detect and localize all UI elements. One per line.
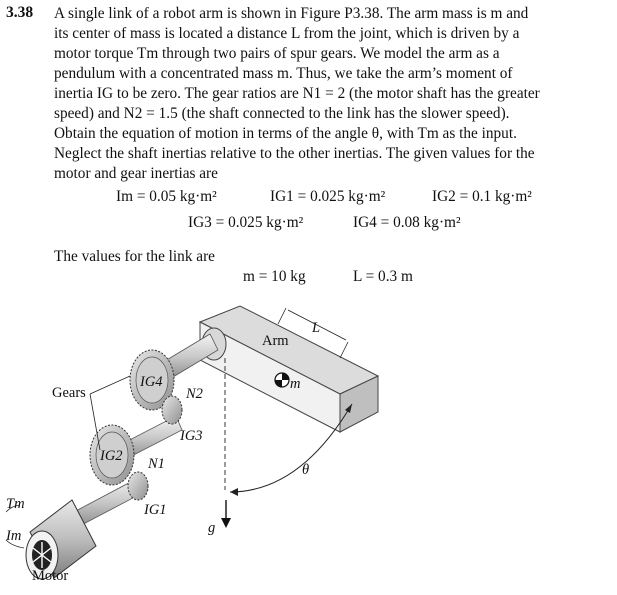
problem-line-8: Neglect the shaft inertias relative to the other inertias. The given values for the	[54, 145, 535, 162]
link-intro: The values for the link are	[54, 248, 215, 265]
label-gears: Gears	[52, 385, 86, 401]
label-m: m	[290, 376, 301, 392]
arm-body	[200, 306, 378, 432]
label-g: g	[208, 520, 216, 536]
label-ig2: IG2	[100, 448, 123, 464]
label-theta: θ	[302, 462, 310, 478]
problem-line-3: motor torque Tm through two pairs of spur gears. We model the arm as a	[54, 45, 500, 62]
inertia-ig1: IG1 = 0.025 kg·m²	[270, 188, 386, 205]
inertia-ig3: IG3 = 0.025 kg·m²	[188, 214, 304, 231]
problem-line-4: pendulum with a concentrated mass m. Thus, we take the arm’s moment of	[54, 65, 513, 82]
inertia-ig2: IG2 = 0.1 kg·m²	[432, 188, 532, 205]
label-arm: Arm	[262, 333, 289, 349]
problem-number: 3.38	[6, 4, 34, 21]
label-motor: Motor	[32, 568, 69, 584]
label-ig3: IG3	[180, 428, 203, 444]
problem-line-6: speed) and N2 = 1.5 (the shaft connected to the link has the slower speed).	[54, 105, 510, 122]
center-of-mass-symbol	[275, 373, 289, 387]
label-n2: N2	[186, 386, 203, 402]
label-ig4: IG4	[140, 374, 163, 390]
inertia-im: Im = 0.05 kg·m²	[116, 188, 217, 205]
problem-text	[54, 4, 610, 184]
problem-line-9: motor and gear inertias are	[54, 165, 218, 182]
link-mass: m = 10 kg	[243, 268, 306, 285]
gear-ig1	[128, 472, 148, 500]
label-L: L	[312, 320, 321, 336]
label-n1: N1	[148, 456, 165, 472]
figure-illustration	[0, 300, 617, 590]
inertia-ig4: IG4 = 0.08 kg·m²	[353, 214, 461, 231]
problem-line-2: its center of mass is located a distance L from the joint, which is driven by a	[54, 25, 520, 42]
label-ig1: IG1	[144, 502, 167, 518]
label-im: Im	[6, 528, 22, 544]
link-length: L = 0.3 m	[353, 268, 413, 285]
problem-line-7: Obtain the equation of motion in terms of the angle θ, with Tm as the input.	[54, 125, 517, 142]
problem-line-1: A single link of a robot arm is shown in Figure P3.38. The arm mass is m and	[54, 5, 529, 22]
gravity-arrow	[221, 500, 231, 528]
label-tm: Tm	[6, 496, 25, 512]
problem-line-5: inertia IG to be zero. The gear ratios are N1 = 2 (the motor shaft has the greater	[54, 85, 540, 102]
gear-ig3	[162, 396, 182, 424]
robot-arm-figure	[0, 300, 617, 590]
